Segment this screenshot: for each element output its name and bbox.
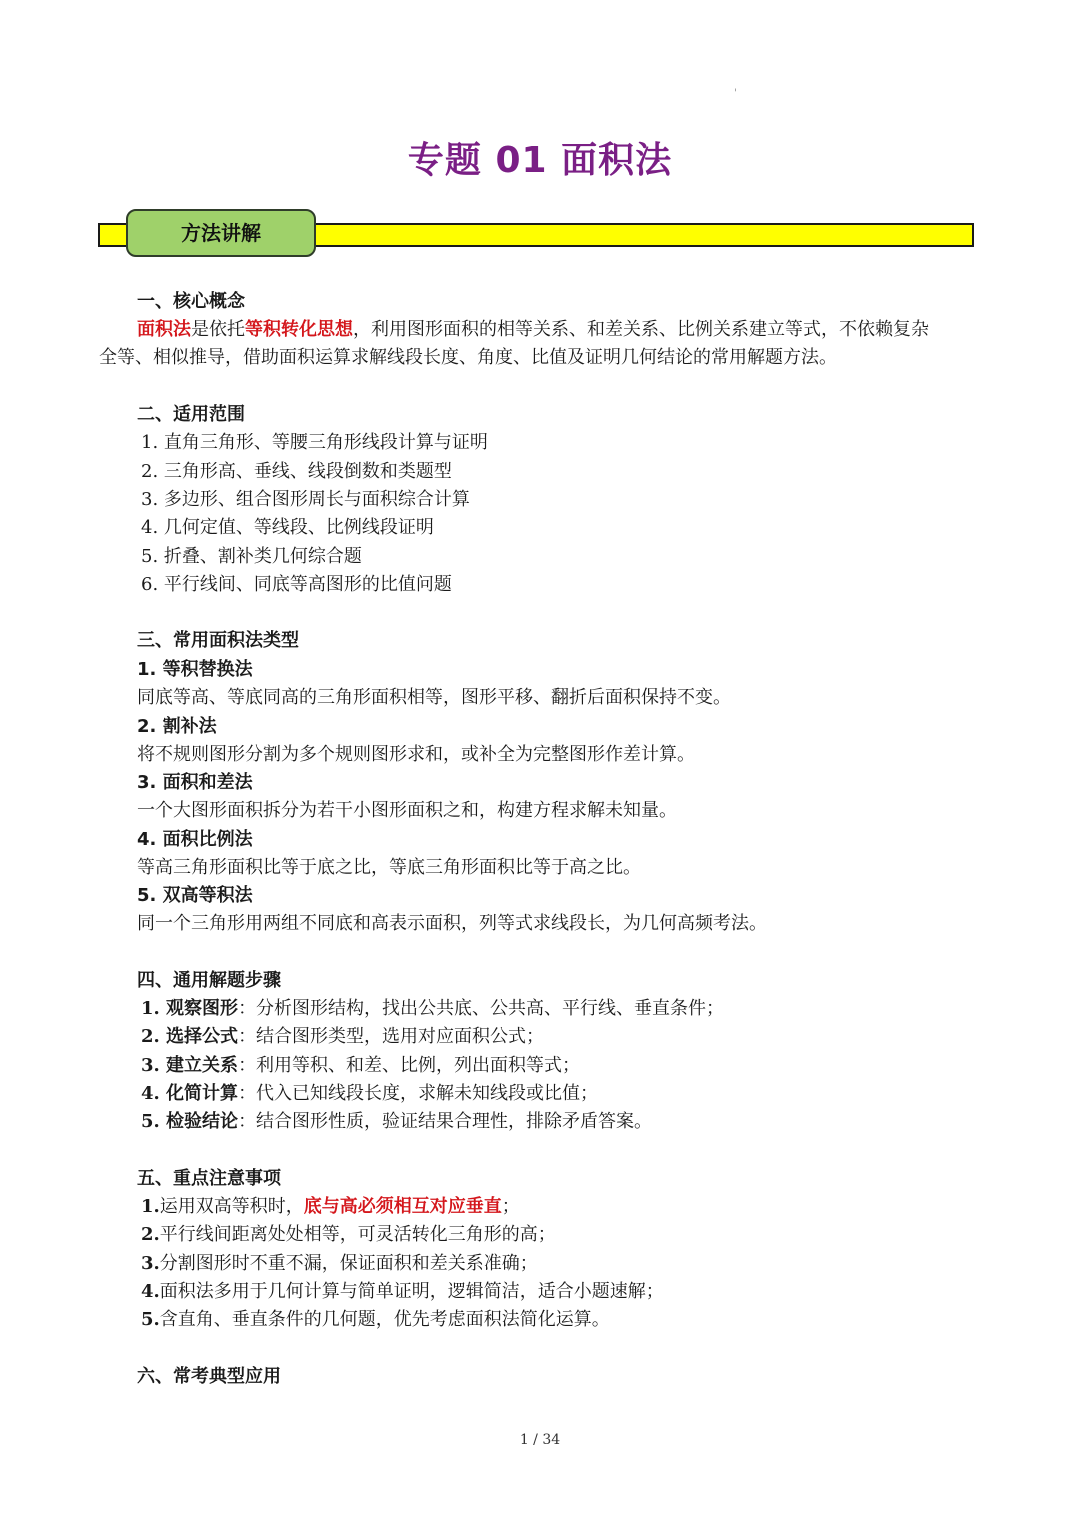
page-number: 1 / 34: [519, 1432, 561, 1448]
note-text: 分割图形时不重不漏，保证面积和差关系准确；: [159, 1253, 538, 1274]
scope-item: 5. 折叠、割补类几何综合题: [141, 546, 362, 567]
note-item: [141, 1280, 664, 1304]
note-text: 平行线间距离处处相等，可灵活转化三角形的高；: [159, 1224, 556, 1245]
step-text: ：结合图形性质，验证结果合理性，排除矛盾答案。: [238, 1111, 653, 1132]
step-label: 1. 观察图形: [141, 998, 239, 1019]
note-number: 4.: [141, 1281, 160, 1302]
note-item: [141, 1195, 520, 1219]
note-text: ；: [501, 1196, 520, 1217]
type-title: 1. 等积替换法: [137, 659, 253, 680]
note-number: 5.: [141, 1309, 160, 1330]
type-title: 4. 面积比例法: [137, 829, 253, 850]
type-desc: 同底等高、等底同高的三角形面积相等，图形平移、翻折后面积保持不变。: [137, 687, 731, 708]
scope-item: 6. 平行线间、同底等高图形的比值问题: [141, 574, 452, 595]
step-text: ：结合图形类型，选用对应面积公式；: [238, 1026, 545, 1047]
note-text: 面积法多用于几何计算与简单证明，逻辑简洁，适合小题速解；: [159, 1281, 664, 1302]
term-area-method: 面积法: [137, 319, 191, 340]
scope-item: 3. 多边形、组合图形周长与面积综合计算: [141, 489, 470, 510]
step-item: [141, 997, 724, 1021]
note-text: 运用双高等积时，: [159, 1196, 304, 1217]
step-item: [141, 1110, 652, 1134]
term-equal-area-idea: 等积转化思想: [245, 319, 353, 340]
note-number: 2.: [141, 1224, 160, 1245]
type-desc: 将不规则图形分割为多个规则图形求和，或补全为完整图形作差计算。: [137, 744, 695, 765]
concept-paragraph-line-2: 全等、相似推导，借助面积运算求解线段长度、角度、比值及证明几何结论的常用解题方法。: [99, 347, 837, 368]
step-label: 2. 选择公式: [141, 1026, 239, 1047]
heading-core-concept: 一、核心概念: [137, 291, 245, 312]
step-label: 4. 化简计算: [141, 1083, 239, 1104]
section-banner-tab: 方法讲解: [126, 209, 316, 257]
heading-steps: 四、通用解题步骤: [137, 970, 281, 991]
page-title: 专题 01 面积法: [407, 140, 673, 181]
concept-paragraph-line-1: [137, 318, 929, 342]
type-title: 2. 割补法: [137, 716, 217, 737]
page-mark: ': [734, 88, 737, 99]
scope-item: 2. 三角形高、垂线、线段倒数和类题型: [141, 461, 452, 482]
note-number: 3.: [141, 1253, 160, 1274]
concept-text: 是依托: [191, 319, 245, 340]
note-number: 1.: [141, 1196, 160, 1217]
concept-text: ，利用图形面积的相等关系、和差关系、比例关系建立等式，不依赖复杂: [353, 319, 929, 340]
heading-applications: 六、常考典型应用: [137, 1366, 281, 1387]
type-desc: 一个大图形面积拆分为若干小图形面积之和，构建方程求解未知量。: [137, 800, 677, 821]
step-label: 5. 检验结论: [141, 1111, 239, 1132]
type-desc: 同一个三角形用两组不同底和高表示面积，列等式求线段长，为几何高频考法。: [137, 913, 767, 934]
heading-scope: 二、适用范围: [137, 404, 245, 425]
type-title: 5. 双高等积法: [137, 885, 253, 906]
step-item: [141, 1082, 598, 1106]
type-title: 3. 面积和差法: [137, 772, 253, 793]
note-item: [141, 1223, 556, 1247]
note-item: [141, 1308, 610, 1332]
scope-item: 4. 几何定值、等线段、比例线段证明: [141, 517, 434, 538]
step-text: ：代入已知线段长度，求解未知线段或比值；: [238, 1083, 599, 1104]
note-highlight: 底与高必须相互对应垂直: [303, 1196, 502, 1217]
heading-method-types: 三、常用面积法类型: [137, 630, 299, 651]
step-item: [141, 1054, 580, 1078]
scope-item: 1. 直角三角形、等腰三角形线段计算与证明: [141, 432, 488, 453]
step-text: ：利用等积、和差、比例，列出面积等式；: [238, 1055, 581, 1076]
step-text: ：分析图形结构，找出公共底、公共高、平行线、垂直条件；: [238, 998, 725, 1019]
note-item: [141, 1252, 538, 1276]
step-label: 3. 建立关系: [141, 1055, 239, 1076]
note-text: 含直角、垂直条件的几何题，优先考虑面积法简化运算。: [159, 1309, 610, 1330]
heading-notes: 五、重点注意事项: [137, 1168, 281, 1189]
type-desc: 等高三角形面积比等于底之比，等底三角形面积比等于高之比。: [137, 857, 641, 878]
step-item: [141, 1025, 544, 1049]
